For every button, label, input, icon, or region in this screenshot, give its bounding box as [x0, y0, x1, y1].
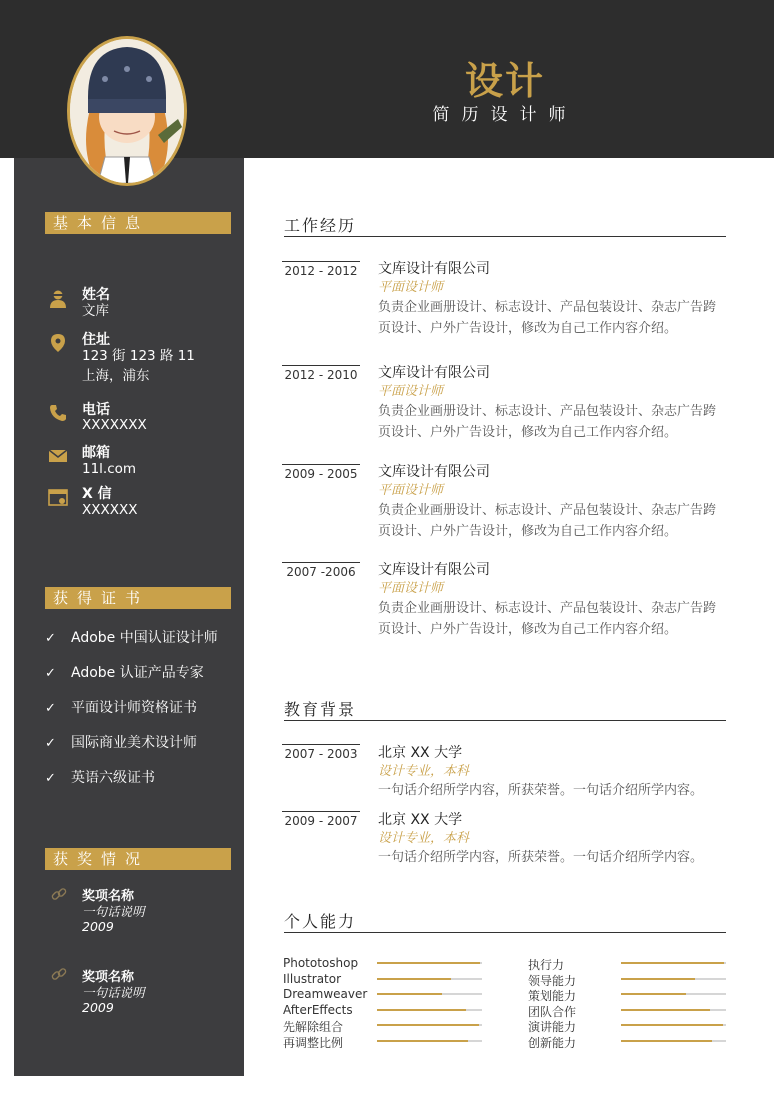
skill-bar [621, 962, 726, 964]
skill-bar-fill [377, 962, 480, 964]
award-desc: 一句话说明 [82, 904, 145, 919]
cert-item: ✓ 国际商业美术设计师 [45, 735, 197, 751]
skill-name: Dreamweaver [283, 987, 368, 1002]
link-icon [50, 965, 68, 983]
skill-name: Illustrator [283, 971, 342, 986]
info-value-address-1: 123 街 123 路 11 [82, 348, 195, 364]
skill-bar [377, 978, 482, 980]
skill-bar-fill [621, 978, 695, 980]
info-value-address-2: 上海，浦东 [82, 368, 150, 384]
edu-date: 2009 - 2007 [284, 814, 358, 828]
info-value-email: 11l.com [82, 461, 137, 477]
skill-bar [377, 1040, 482, 1042]
skill-bar-fill [377, 978, 451, 980]
skill-bar [621, 993, 726, 995]
work-desc: 负责企业画册设计、标志设计、产品包装设计、杂志广告跨页设计、户外广告设计，修改为自己工作内容介绍。 [378, 300, 717, 336]
section-awards: 获奖情况 [45, 848, 231, 870]
skill-bar-fill [377, 1040, 468, 1042]
cert-item: ✓ Adobe 认证产品专家 [45, 665, 204, 681]
award-name: 奖项名称 [82, 970, 135, 985]
check-icon: ✓ [45, 631, 56, 646]
skill-bar-fill [621, 962, 724, 964]
check-icon: ✓ [45, 701, 56, 716]
skill-name: 领导能力 [528, 973, 577, 988]
edu-major: 设计专业，本科 [378, 831, 470, 846]
date-rule [282, 562, 360, 563]
date-rule [282, 261, 360, 262]
skill-bar-fill [377, 993, 442, 995]
edu-school: 北京 XX 大学 [378, 812, 463, 828]
section-skills-title: 个人能力 [284, 912, 357, 931]
award-year: 2009 [82, 1000, 114, 1015]
location-pin-icon [48, 333, 68, 353]
edu-desc: 一句话介绍所学内容，所获荣誉。一句话介绍所学内容。 [378, 850, 704, 865]
skill-name: 先解除组合 [283, 1020, 344, 1035]
check-icon: ✓ [45, 771, 56, 786]
date-rule [282, 811, 360, 812]
skill-bar [377, 993, 482, 995]
skill-bar [621, 1040, 726, 1042]
user-icon [48, 289, 68, 309]
skill-name: 执行力 [528, 958, 565, 972]
work-role: 平面设计师 [378, 384, 444, 399]
award-name: 奖项名称 [82, 889, 135, 904]
work-role: 平面设计师 [378, 280, 444, 295]
info-label-phone: 电话 [82, 402, 110, 418]
award-desc: 一句话说明 [82, 985, 145, 1000]
phone-icon [48, 403, 68, 423]
work-company: 文库设计有限公司 [378, 365, 490, 381]
skill-name: 策划能力 [528, 989, 577, 1004]
info-label-email: 邮箱 [82, 445, 110, 461]
skill-bar-fill [621, 993, 686, 995]
skill-name: AfterEffects [283, 1002, 353, 1017]
work-date: 2009 - 2005 [284, 467, 358, 481]
skill-bar-fill [377, 1024, 479, 1026]
skill-bar [377, 1009, 482, 1011]
section-certificates: 获得证书 [45, 587, 231, 609]
avatar [67, 36, 187, 186]
work-role: 平面设计师 [378, 581, 444, 596]
resume-name: 设计 [464, 59, 545, 103]
date-rule [282, 744, 360, 745]
work-role: 平面设计师 [378, 483, 444, 498]
section-rule [284, 720, 726, 721]
edu-school: 北京 XX 大学 [378, 745, 463, 761]
work-date: 2012 - 2010 [284, 368, 358, 382]
edu-date: 2007 - 2003 [284, 747, 358, 761]
section-education-title: 教育背景 [284, 700, 357, 719]
check-icon: ✓ [45, 736, 56, 751]
info-label-name: 姓名 [82, 287, 110, 303]
cert-item: ✓ Adobe 中国认证设计师 [45, 630, 218, 646]
skill-name: 演讲能力 [528, 1020, 577, 1035]
info-label-address: 住址 [82, 332, 110, 348]
info-value-name: 文库 [82, 303, 109, 319]
work-company: 文库设计有限公司 [378, 464, 490, 480]
work-company: 文库设计有限公司 [378, 261, 490, 277]
skill-bar-fill [621, 1009, 710, 1011]
mail-icon [48, 446, 68, 466]
check-icon: ✓ [45, 666, 56, 681]
date-rule [282, 464, 360, 465]
skill-name: 再调整比例 [283, 1036, 344, 1050]
work-desc: 负责企业画册设计、标志设计、产品包装设计、杂志广告跨页设计、户外广告设计，修改为自己工作内容介绍。 [378, 601, 717, 637]
web-icon [48, 488, 68, 508]
cert-item: ✓ 英语六级证书 [45, 770, 155, 786]
work-date: 2007 -2006 [286, 565, 356, 579]
skill-bar [377, 1024, 482, 1026]
skill-name: 团队合作 [528, 1004, 577, 1019]
skill-bar-fill [621, 1040, 712, 1042]
skill-bar [621, 978, 726, 980]
skill-bar-fill [377, 1009, 466, 1011]
edu-desc: 一句话介绍所学内容，所获荣誉。一句话介绍所学内容。 [378, 783, 704, 798]
work-company: 文库设计有限公司 [378, 562, 490, 578]
section-rule [284, 236, 726, 237]
section-basic-info: 基本信息 [45, 212, 231, 234]
skill-name: 创新能力 [528, 1036, 577, 1050]
edu-major: 设计专业，本科 [378, 764, 470, 779]
info-value-phone: XXXXXXX [82, 417, 147, 433]
work-desc: 负责企业画册设计、标志设计、产品包装设计、杂志广告跨页设计、户外广告设计，修改为自己工作内容介绍。 [378, 503, 717, 539]
skill-bar [621, 1009, 726, 1011]
resume-subtitle: 简历设计师 [432, 105, 578, 125]
date-rule [282, 365, 360, 366]
award-year: 2009 [82, 919, 114, 934]
info-value-wechat: XXXXXX [82, 502, 138, 518]
link-icon [50, 885, 68, 903]
skill-bar-fill [621, 1024, 723, 1026]
section-work-title: 工作经历 [284, 216, 357, 235]
avatar-illustration [70, 39, 184, 183]
work-date: 2012 - 2012 [284, 264, 358, 278]
skill-bar [621, 1024, 726, 1026]
skill-name: Phototoshop [283, 956, 359, 970]
skill-bar [377, 962, 482, 964]
cert-item: ✓ 平面设计师资格证书 [45, 700, 197, 716]
work-desc: 负责企业画册设计、标志设计、产品包装设计、杂志广告跨页设计、户外广告设计，修改为自己工作内容介绍。 [378, 404, 717, 440]
section-rule [284, 932, 726, 933]
info-label-wechat: X 信 [82, 486, 112, 502]
